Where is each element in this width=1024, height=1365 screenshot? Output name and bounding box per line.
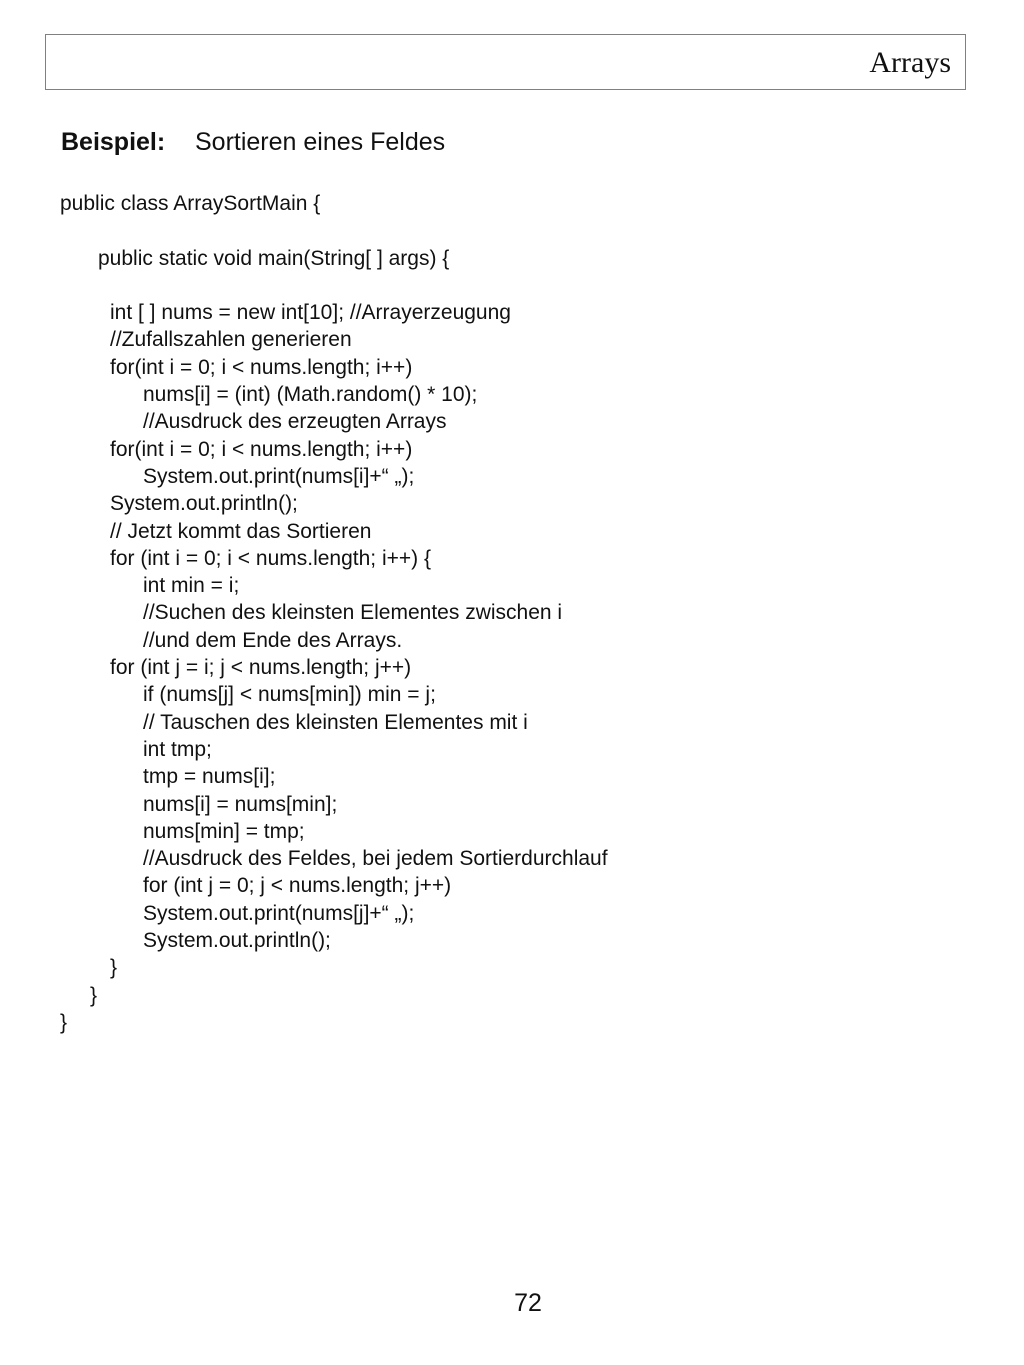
code-block <box>60 190 960 1036</box>
code-line: System.out.println(); <box>110 492 298 516</box>
code-line: for(int i = 0; i < nums.length; i++) <box>110 437 413 461</box>
code-line: System.out.println(); <box>143 929 331 953</box>
code-line: //Ausdruck des erzeugten Arrays <box>143 410 447 434</box>
code-line <box>60 272 960 299</box>
code-line: int min = i; <box>143 574 240 598</box>
heading-label: Beispiel: <box>61 128 166 156</box>
code-line: // Tauschen des kleinsten Elementes mit i <box>143 710 528 734</box>
header-box <box>45 34 966 90</box>
code-line: //Zufallszahlen generieren <box>110 328 352 352</box>
code-line: nums[i] = nums[min]; <box>143 792 338 816</box>
heading-text: Sortieren eines Feldes <box>195 128 446 156</box>
code-line: nums[i] = (int) (Math.random() * 10); <box>143 383 478 407</box>
code-line: //und dem Ende des Arrays. <box>143 628 403 652</box>
code-line: for (int i = 0; i < nums.length; i++) { <box>110 546 431 570</box>
code-line: // Jetzt kommt das Sortieren <box>110 519 372 543</box>
code-line: public static void main(String[ ] args) { <box>98 246 450 270</box>
code-line: System.out.print(nums[i]+“ „); <box>143 464 415 488</box>
code-line: } <box>90 983 98 1007</box>
code-line: //Ausdruck des Feldes, bei jedem Sortierdurchlauf <box>143 847 608 871</box>
code-line: for (int j = 0; j < nums.length; j++) <box>143 874 452 898</box>
code-line: for (int j = i; j < nums.length; j++) <box>110 656 412 680</box>
code-line: for(int i = 0; i < nums.length; i++) <box>110 355 413 379</box>
page-title: Arrays <box>869 46 951 79</box>
code-line: public class ArraySortMain { <box>60 192 321 215</box>
code-line: } <box>60 1010 68 1034</box>
code-line: System.out.print(nums[j]+“ „); <box>143 901 415 925</box>
code-line: } <box>110 956 118 980</box>
code-line: tmp = nums[i]; <box>143 765 276 789</box>
code-line <box>60 217 960 244</box>
code-line: //Suchen des kleinsten Elementes zwischen i <box>143 601 563 625</box>
code-line: nums[min] = tmp; <box>143 819 305 843</box>
section-heading <box>61 126 445 158</box>
code-line: if (nums[j] < nums[min]) min = j; <box>143 683 436 707</box>
page-number: 72 <box>514 1289 542 1317</box>
code-line: int [ ] nums = new int[10]; //Arrayerzeugung <box>110 301 511 325</box>
code-line: int tmp; <box>143 737 212 761</box>
